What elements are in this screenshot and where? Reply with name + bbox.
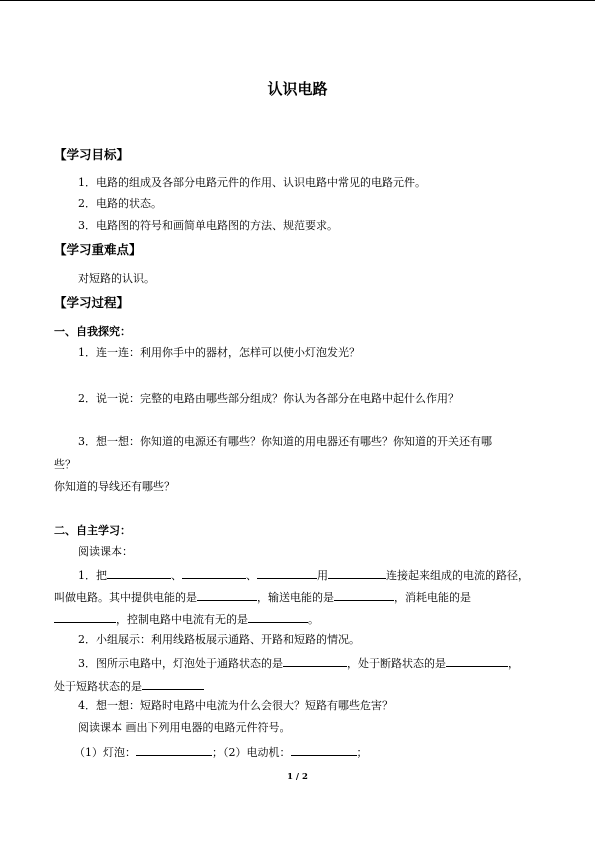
s3-text-c: ， <box>508 657 519 670</box>
fill-blank-10[interactable] <box>446 655 508 667</box>
fill-blank-motor[interactable] <box>291 744 357 756</box>
s1-text-a: 1．把 <box>78 569 107 582</box>
symbol-line <box>74 744 368 760</box>
fill-blank-9[interactable] <box>283 655 347 667</box>
s1-text-c: 、 <box>246 569 257 582</box>
self-study-s2: 2．小组展示：利用线路板展示通路、开路和短路的情况。 <box>78 633 360 646</box>
fill-blank-1[interactable] <box>107 567 171 579</box>
explore-q3-line1: 3．想一想：你知道的电源还有哪些？你知道的用电器还有哪些？你知道的开关还有哪 <box>78 435 492 448</box>
keypoints-text: 对短路的认识。 <box>78 272 155 285</box>
s1-text-f: 叫做电路。其中提供电能的是 <box>54 591 197 604</box>
goal-item-3: 3．电路图的符号和画简单电路图的方法、规范要求。 <box>78 219 338 232</box>
s3-text-b: ，处于断路状态的是 <box>347 657 446 670</box>
s1-text-e: 连接起来组成的电流的路径， <box>386 569 529 582</box>
section-heading-goals: 【学习目标】 <box>54 147 130 162</box>
fill-blank-4[interactable] <box>328 567 386 579</box>
s1-text-i: ，控制电路中电流有无的是 <box>116 613 248 626</box>
self-study-s1-line2 <box>54 589 471 605</box>
s1-text-b: 、 <box>171 569 182 582</box>
fill-blank-8[interactable] <box>248 611 308 623</box>
fill-blank-lamp[interactable] <box>136 744 212 756</box>
s1-text-g: ，输送电能的是 <box>257 591 334 604</box>
s1-text-j: 。 <box>308 613 319 626</box>
s1-text-d: 用 <box>317 569 328 582</box>
self-study-read2: 阅读课本 画出下列用电器的电路元件符号。 <box>78 721 291 734</box>
goal-item-1: 1．电路的组成及各部分电路元件的作用、认识电路中常见的电路元件。 <box>78 176 426 189</box>
self-study-s1-line3 <box>54 611 319 627</box>
subheading-self-study: 二、自主学习： <box>54 524 131 537</box>
fill-blank-11[interactable] <box>142 678 204 690</box>
sym-text-c: ； <box>356 746 368 759</box>
explore-q3-line2: 些？ <box>54 458 76 471</box>
subheading-explore: 一、自我探究： <box>54 325 131 338</box>
fill-blank-6[interactable] <box>334 589 394 601</box>
s3-text-d: 处于短路状态的是 <box>54 680 142 693</box>
goal-item-2: 2．电路的状态。 <box>78 197 162 210</box>
self-study-s1-line1 <box>78 567 529 583</box>
s3-text-a: 3．图所示电路中，灯泡处于通路状态的是 <box>78 657 283 670</box>
fill-blank-2[interactable] <box>182 567 246 579</box>
fill-blank-7[interactable] <box>54 611 116 623</box>
self-study-s3-line2 <box>54 678 204 694</box>
fill-blank-3[interactable] <box>257 567 317 579</box>
self-study-s4: 4．想一想：短路时电路中电流为什么会很大？短路有哪些危害？ <box>78 699 393 712</box>
self-study-read: 阅读课本： <box>78 545 133 558</box>
fill-blank-5[interactable] <box>197 589 257 601</box>
self-study-s3-line1 <box>78 655 519 671</box>
s1-text-h: ，消耗电能的是 <box>394 591 471 604</box>
section-heading-keypoints: 【学习重难点】 <box>54 242 142 257</box>
explore-q1: 1．连一连：利用你手中的器材，怎样可以使小灯泡发光？ <box>78 346 360 359</box>
section-heading-process: 【学习过程】 <box>54 295 130 310</box>
explore-q3-line3: 你知道的导线还有哪些？ <box>54 480 175 493</box>
explore-q2: 2．说一说：完整的电路由哪些部分组成？你认为各部分在电路中起什么作用？ <box>78 392 459 405</box>
sym-text-b: ；（2）电动机： <box>212 746 291 759</box>
sym-text-a: （1）灯泡： <box>74 746 136 759</box>
page-title: 认识电路 <box>267 80 328 98</box>
top-border-line <box>0 0 595 1</box>
page-number: 1 / 2 <box>287 772 308 782</box>
